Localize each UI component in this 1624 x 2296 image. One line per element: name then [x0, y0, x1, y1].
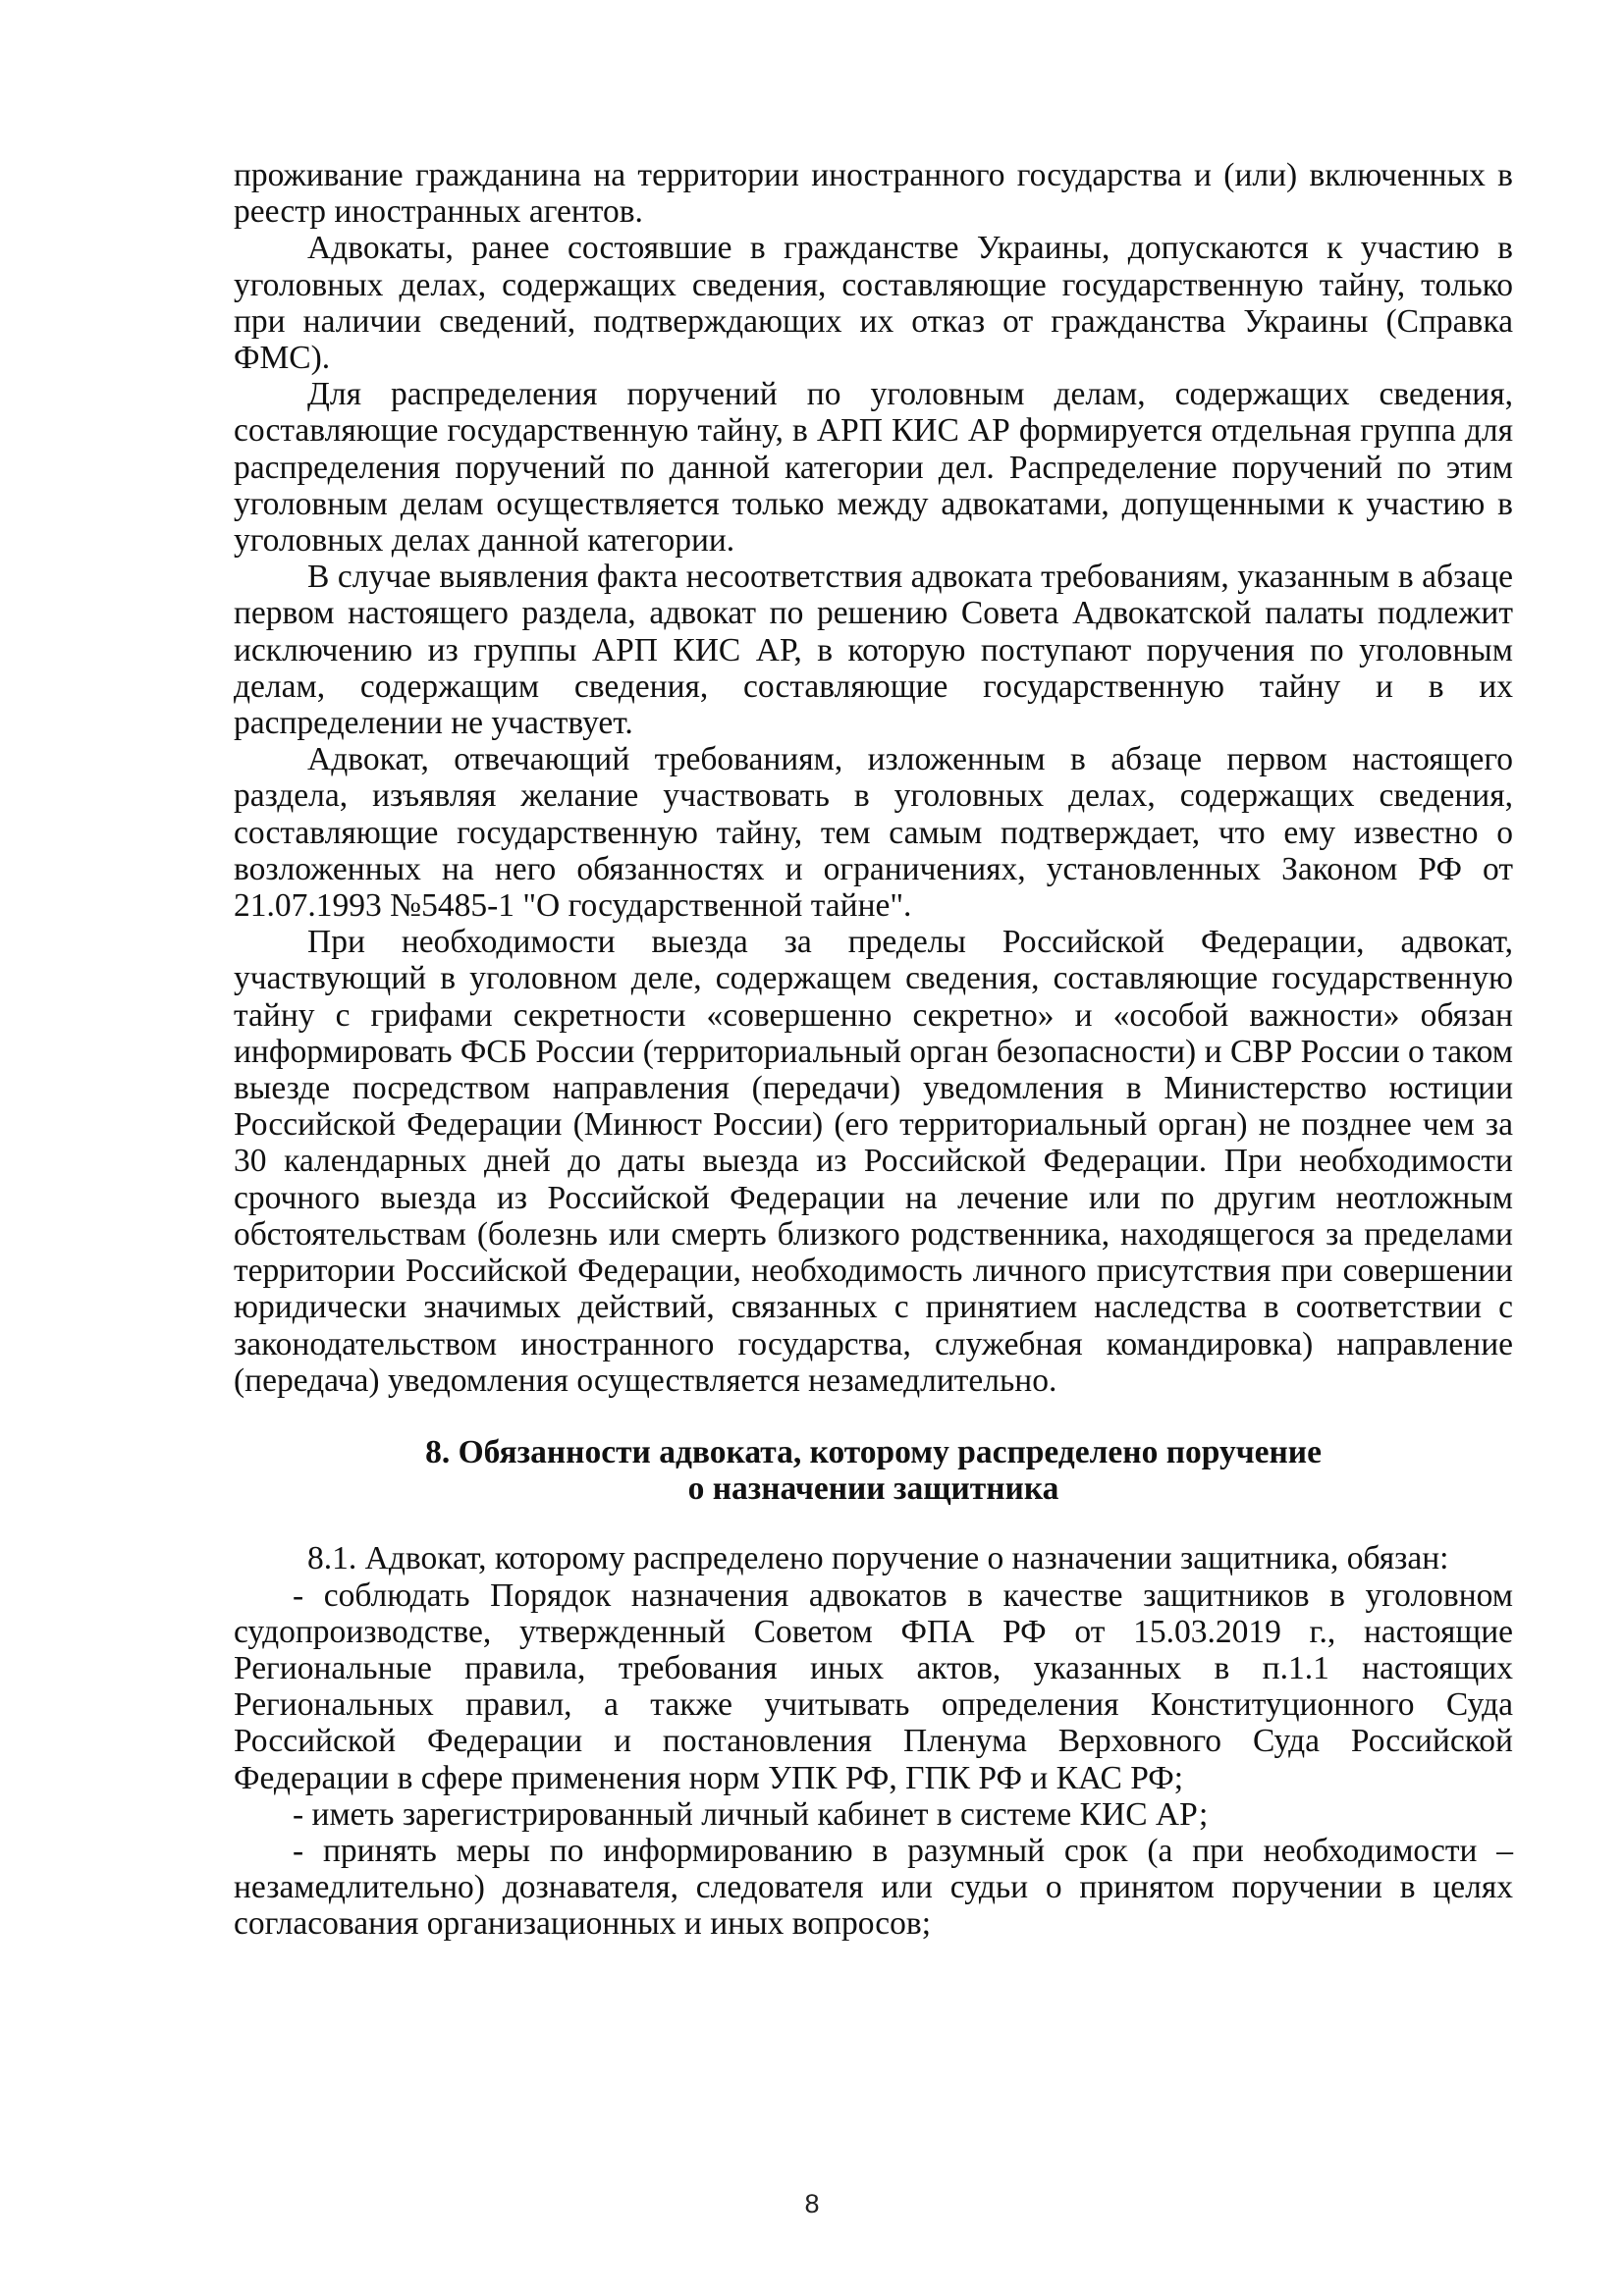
page-number: 8	[804, 2189, 820, 2218]
paragraph-ukraine-citizenship: Адвокаты, ранее состоявшие в гражданстве Украины, допускаются к участию в уголовных делах, содержащих сведения, составляющие государственную тайну, только при наличии сведений, подтверждающих их отказ от гражданства Украины (Справка ФМС).	[234, 230, 1513, 377]
paragraph-8-1-intro: 8.1. Адвокат, которому распределено поручение о назначении защитника, обязан:	[307, 1540, 1449, 1577]
paragraph-distribution-group: Для распределения поручений по уголовным делам, содержащих сведения, составляющие государственную тайну, в АРП КИС АР формируется отдельная группа для распределения поручений по данной категории дел. Распределение поручений по этим уголовным делам осуществляется только между адвокатами, допущенными к участию в уголовных делах данной категории.	[234, 376, 1513, 560]
list-item-comply: - соблюдать Порядок назначения адвокатов в качестве защитников в уголовном судопроизводстве, утвержденный Советом ФПА РФ от 15.03.2019 г., настоящие Региональные правила, требования иных актов, указанных в п.1.1 настоящих Региональных правил, а также учитывать определения Конституционного Суда Российской Федерации и постановления Пленума Верховного Суда Российской Федерации в сфере применения норм УПК РФ, ГПК РФ и КАС РФ;	[234, 1576, 1513, 1796]
paragraph-travel-notification: При необходимости выезда за пределы Российской Федерации, адвокат, участвующий в уголовном деле, содержащем сведения, составляющие государственную тайну с грифами секретности «совершенно секретно» и «особой важности» обязан информировать ФСБ России (территориальный орган безопасности) и СВР России о таком выезде посредством направления (передачи) уведомления в Министерство юстиции Российской Федерации (Минюст России) (его территориальный орган) не позднее чем за 30 календарных дней до даты выезда из Российской Федерации. При необходимости срочного выезда из Российской Федерации на лечение или по другим неотложным обстоятельствам (болезнь или смерть близкого родственника, находящегося за пределами территории Российской Федерации, необходимость личного присутствия при совершении юридически значимых действий, связанных с принятием наследства в соответствии с законодательством иностранного государства, служебная командировка) направление (передача) уведомления осуществляется незамедлительно.	[234, 924, 1513, 1399]
section-heading-line-1: 8. Обязанности адвоката, которому распределено поручение	[425, 1433, 1322, 1470]
section-heading	[234, 1434, 1513, 1507]
paragraph-continuation: проживание гражданина на территории иностранного государства и (или) включенных в реестр иностранных агентов.	[234, 157, 1513, 231]
paragraph-nonconformity: В случае выявления факта несоответствия адвоката требованиям, указанным в абзаце первом настоящего раздела, адвокат по решению Совета Адвокатской палаты подлежит исключению из группы АРП КИС АР, в которую поступают поручения по уголовным делам, содержащим сведения, составляющие государственную тайну и в их распределении не участвует.	[234, 559, 1513, 742]
document-body	[234, 157, 1513, 1943]
list-item-inform: - принять меры по информированию в разумный срок (а при необходимости – незамедлительно) дознавателя, следователя или судьи о принятом поручении в целях согласования организационных и иных вопросов;	[234, 1832, 1513, 1943]
list-item-account: - иметь зарегистрированный личный кабинет в системе КИС АР;	[293, 1795, 1209, 1833]
paragraph-consent: Адвокат, отвечающий требованиям, изложенным в абзаце первом настоящего раздела, изъявляя желание участвовать в уголовных делах, содержащих сведения, составляющие государственную тайну, тем самым подтверждает, что ему известно о возложенных на него обязанностях и ограничениях, установленных Законом РФ от 21.07.1993 №5485-1 "О государственной тайне".	[234, 741, 1513, 925]
section-heading-line-2: о назначении защитника	[687, 1470, 1059, 1508]
